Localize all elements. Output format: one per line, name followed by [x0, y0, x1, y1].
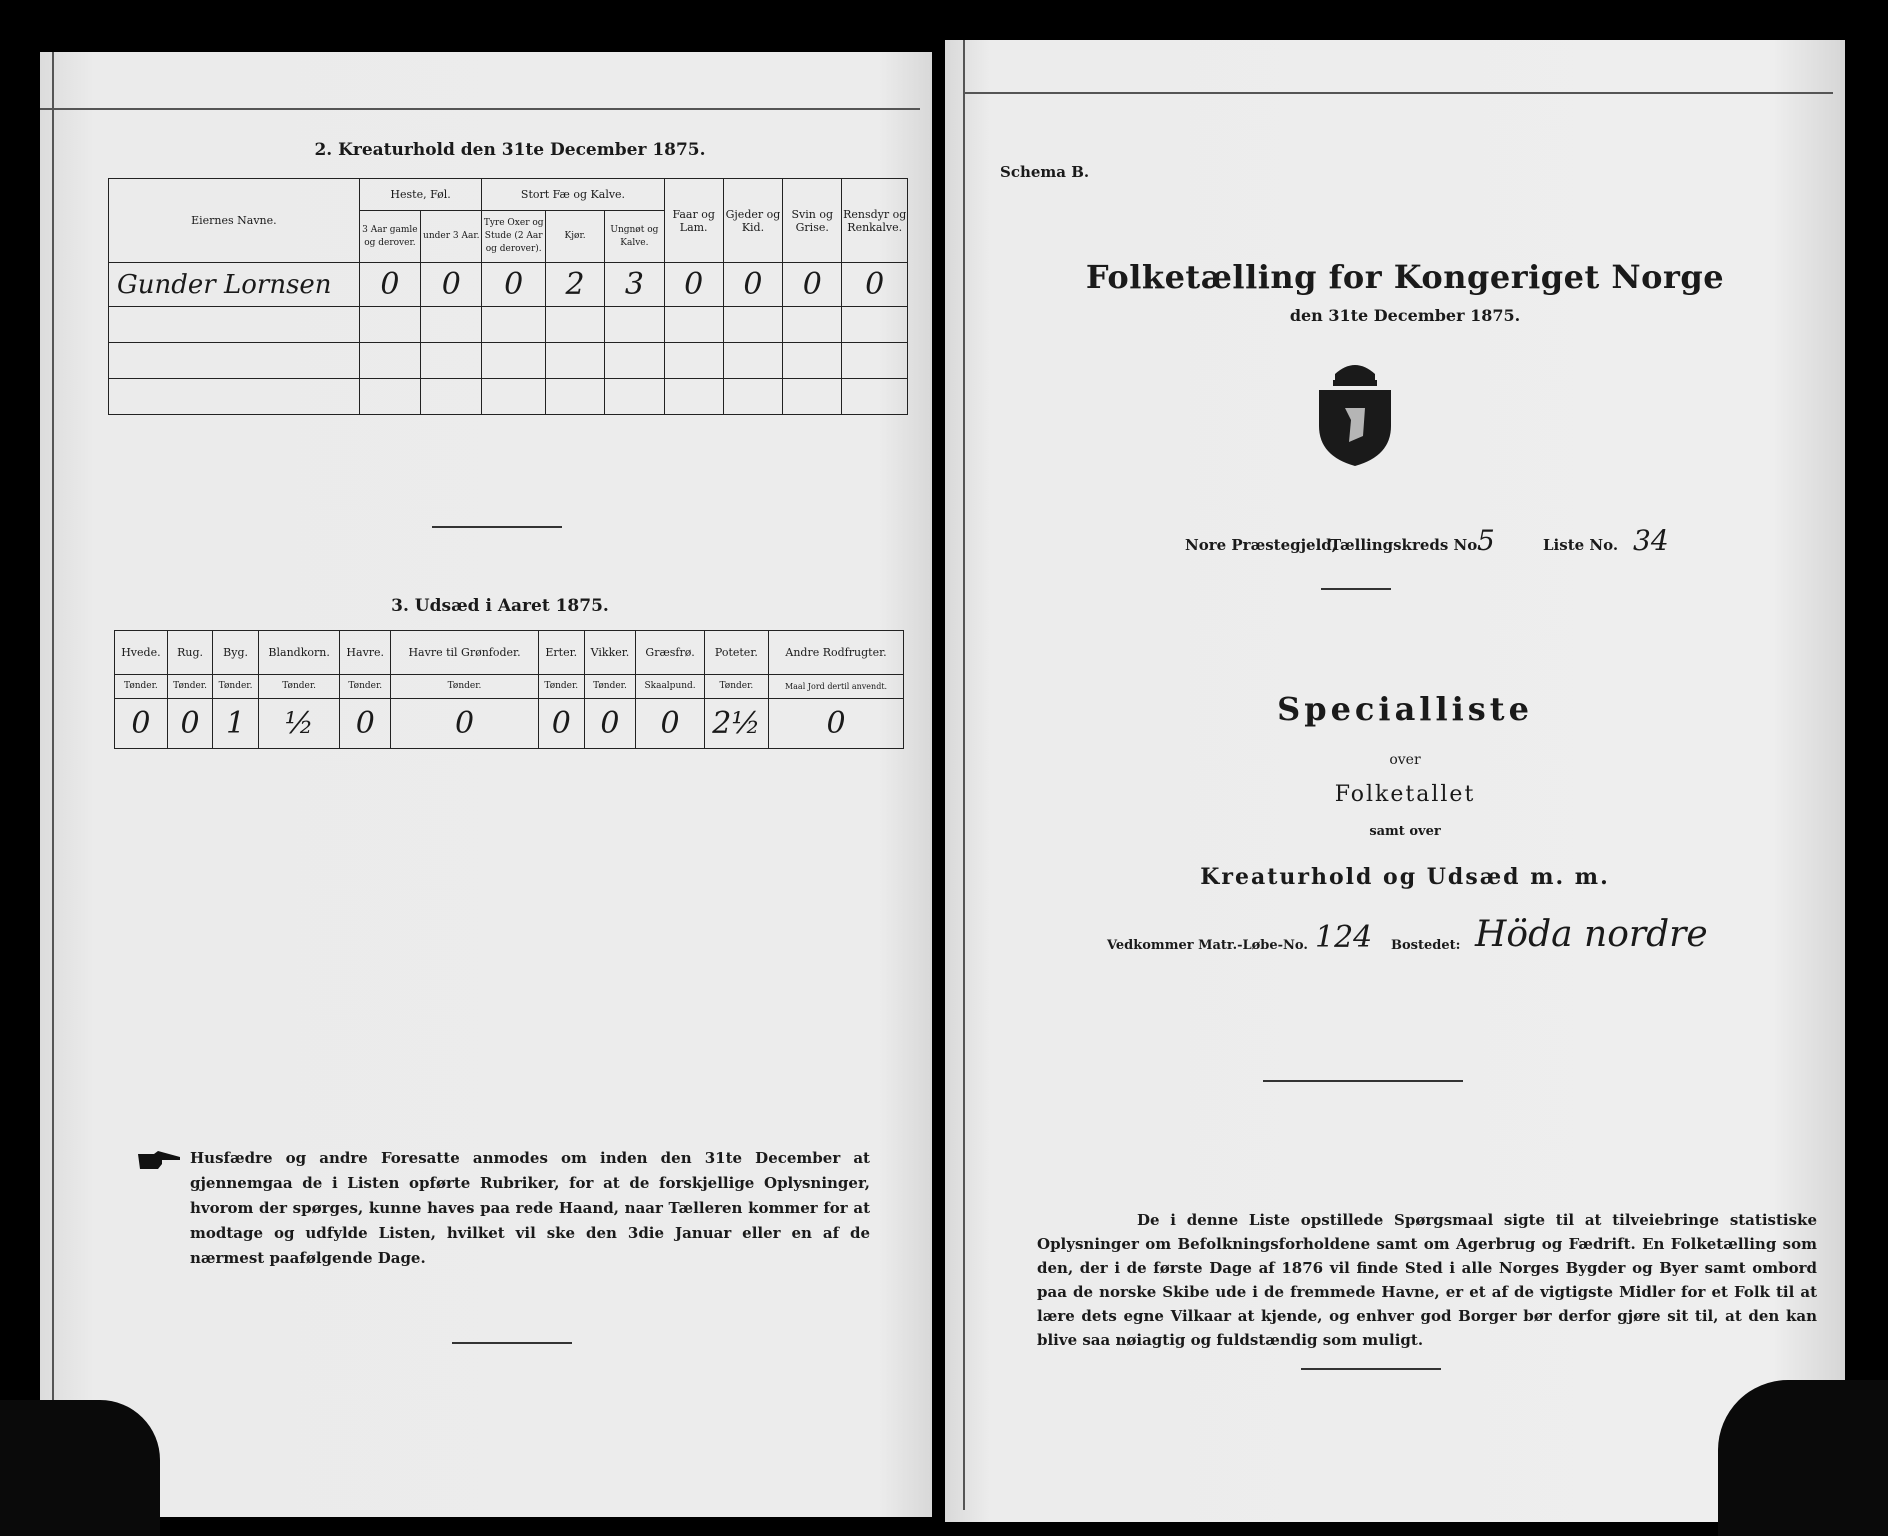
value-cell: 0 — [421, 263, 482, 307]
value-cell: 0 — [769, 699, 904, 749]
table-row — [109, 307, 908, 343]
cows-header: Kjør. — [545, 211, 604, 263]
matr-number: 124 — [1315, 920, 1373, 955]
value-cell: 2 — [545, 263, 604, 307]
value-cell: 1 — [213, 699, 259, 749]
folketallet-text: Folketallet — [1334, 782, 1476, 807]
unit-label: Tønder. — [167, 675, 213, 699]
sowing-table — [114, 630, 904, 749]
bulls-header: Tyre Oxer og Stude (2 Aar og derover). — [482, 211, 545, 263]
unit-label: Maal Jord dertil anvendt. — [769, 675, 904, 699]
liste-number: 34 — [1633, 524, 1669, 557]
value-cell: 0 — [115, 699, 168, 749]
prestegjeld-label: Nore Præstegjeld, — [1185, 536, 1337, 554]
samt-over-text: samt over — [1369, 824, 1441, 839]
owner-name-header: Eiernes Navne. — [109, 179, 360, 263]
table-row — [115, 699, 904, 749]
page-top-rule — [963, 92, 1833, 94]
page-top-rule — [40, 108, 920, 110]
matr-label: Vedkommer Matr.-Løbe-No. — [1107, 938, 1308, 953]
crop-header: Havre. — [340, 631, 391, 675]
schema-label: Schema B. — [1000, 163, 1090, 181]
section2-title: 2. Kreaturhold den 31te December 1875. — [314, 140, 706, 160]
census-date: den 31te December 1875. — [1289, 306, 1521, 325]
pointing-hand-icon — [136, 1150, 182, 1172]
left-page — [40, 52, 932, 1517]
page-edge — [52, 52, 54, 1512]
crop-header: Vikker. — [584, 631, 636, 675]
right-page — [945, 40, 1845, 1522]
divider — [1301, 1368, 1441, 1370]
unit-label: Tønder. — [213, 675, 259, 699]
value-cell: 3 — [605, 263, 664, 307]
value-cell: 0 — [783, 263, 842, 307]
finger-shadow — [1718, 1380, 1888, 1536]
pigs-header: Svin og Grise. — [783, 179, 842, 263]
intro-paragraph: De i denne Liste opstillede Spørgsmaal sigte til at tilveiebringe statistiske Oplysninger om Befolkningsforholdene samt om Agerbrug og Fædrift. En Folketælling som den, der i de første Dage af 1876 vil finde Sted i alle Norges Bygder og Byer samt ombord paa de norske Skibe ude i de fremmede Havne, er et af de vigtigste Midler for et Folk til at lære dets egne Vilkaar at kjende, og enhver god Borger bør derfor gjøre sit til, at den kan blive saa nøiagtig og fuldstændig som muligt. — [1037, 1211, 1817, 1349]
crop-header: Poteter. — [704, 631, 768, 675]
crop-header: Blandkorn. — [258, 631, 340, 675]
horses-group-header: Heste, Føl. — [359, 179, 482, 211]
liste-label: Liste No. — [1543, 536, 1619, 554]
livestock-table — [108, 178, 908, 415]
kreds-label: Tællingskreds No. — [1330, 536, 1483, 554]
unit-label: Tønder. — [115, 675, 168, 699]
value-cell: 0 — [842, 263, 908, 307]
kreaturhold-heading: Kreaturhold og Udsæd m. m. — [1200, 864, 1610, 890]
value-cell: 0 — [664, 263, 723, 307]
bosted-label: Bostedet: — [1391, 938, 1461, 953]
value-cell: 0 — [482, 263, 545, 307]
coat-of-arms-icon — [1305, 356, 1405, 468]
crop-header: Græsfrø. — [636, 631, 704, 675]
crop-header: Andre Rodfrugter. — [769, 631, 904, 675]
unit-label: Tønder. — [340, 675, 391, 699]
value-cell: 0 — [359, 263, 420, 307]
kreds-number: 5 — [1477, 524, 1495, 557]
table-row — [109, 343, 908, 379]
value-cell: 2½ — [704, 699, 768, 749]
finger-shadow — [0, 1400, 160, 1536]
unit-label: Tønder. — [258, 675, 340, 699]
divider — [432, 526, 562, 528]
unit-label: Tønder. — [391, 675, 539, 699]
unit-label: Tønder. — [539, 675, 585, 699]
bosted-value: Höda nordre — [1475, 914, 1708, 955]
crop-header: Byg. — [213, 631, 259, 675]
unit-label: Tønder. — [704, 675, 768, 699]
household-note: Husfædre og andre Foresatte anmodes om inden den 31te December at gjennemgaa de i Listen opførte Rubriker, for at de forskjellige Oplysninger, hvorom der spørges, kunne haves paa rede Haand, naar Tælleren kommer for at modtage og udfylde Listen, hvilket vil ske den 3die Januar eller en af de nærmest paafølgende Dage. — [190, 1149, 870, 1267]
unit-label: Tønder. — [584, 675, 636, 699]
section3-title: 3. Udsæd i Aaret 1875. — [391, 596, 609, 616]
unit-label: Skaalpund. — [636, 675, 704, 699]
table-row — [109, 263, 908, 307]
sheep-header: Faar og Lam. — [664, 179, 723, 263]
value-cell: 0 — [636, 699, 704, 749]
young-cattle-header: Ungnøt og Kalve. — [605, 211, 664, 263]
divider — [1263, 1080, 1463, 1082]
value-cell: 0 — [167, 699, 213, 749]
crop-header: Havre til Grønfoder. — [391, 631, 539, 675]
over-text: over — [1389, 752, 1421, 768]
value-cell: 0 — [391, 699, 539, 749]
foals-header: under 3 Aar. — [421, 211, 482, 263]
value-cell: 0 — [584, 699, 636, 749]
divider — [452, 1342, 572, 1344]
divider — [1321, 588, 1391, 590]
value-cell: ½ — [258, 699, 340, 749]
page-edge — [963, 40, 965, 1510]
cattle-group-header: Stort Fæ og Kalve. — [482, 179, 664, 211]
census-title: Folketælling for Kongeriget Norge — [1085, 258, 1725, 296]
specialliste-heading: Specialliste — [1277, 690, 1533, 728]
horses-3yr-header: 3 Aar gamle og derover. — [359, 211, 420, 263]
value-cell: 0 — [340, 699, 391, 749]
value-cell: 0 — [539, 699, 585, 749]
reindeer-header: Rensdyr og Renkalve. — [842, 179, 908, 263]
crop-header: Rug. — [167, 631, 213, 675]
crop-header: Hvede. — [115, 631, 168, 675]
crop-header: Erter. — [539, 631, 585, 675]
table-row — [109, 379, 908, 415]
goats-header: Gjeder og Kid. — [723, 179, 782, 263]
value-cell: 0 — [723, 263, 782, 307]
owner-name-cell: Gunder Lornsen — [109, 263, 360, 307]
